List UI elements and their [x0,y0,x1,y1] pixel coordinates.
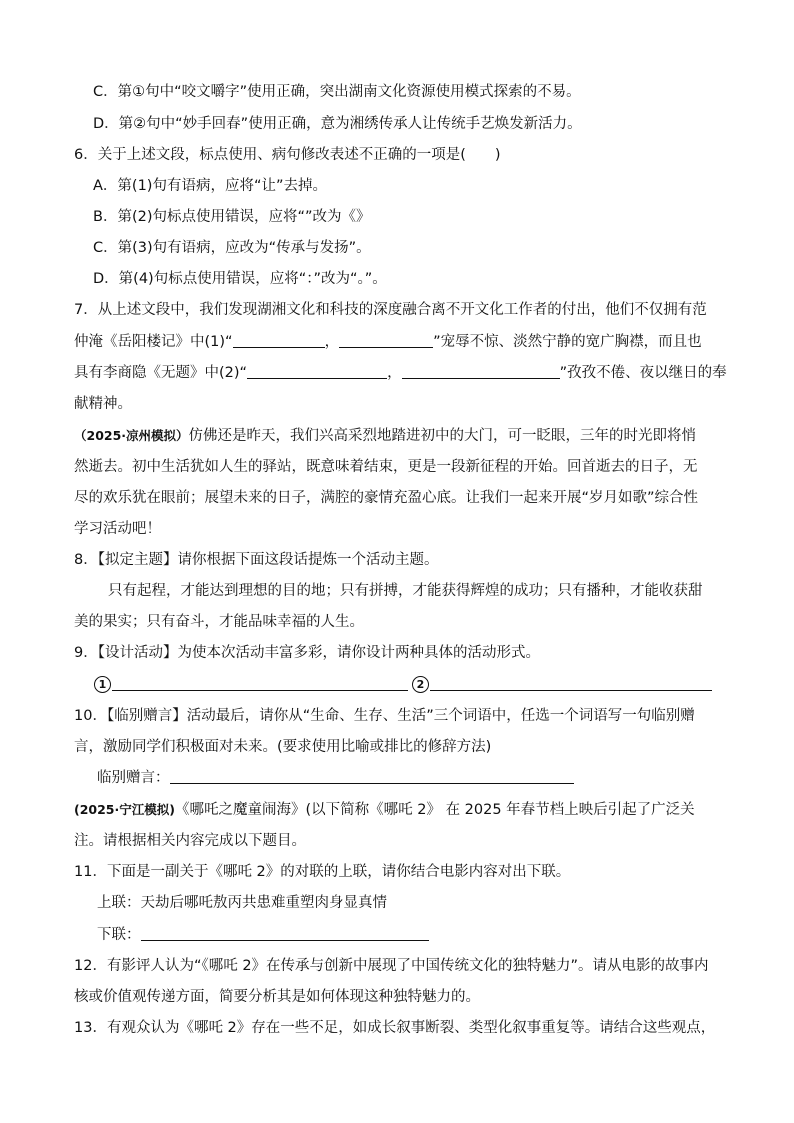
q7-comma: ， [387,365,402,381]
q7-line-4: 献精神。 [74,396,132,412]
source-tag: （2025·凉州模拟） [74,428,189,443]
intro2-line-1 [74,800,695,820]
q7-text: ”宠辱不惊、淡然宁静的宽广胸襟，而且也 [433,334,702,350]
q8-stem: 8．【拟定主题】请你根据下面这段话提炼一个活动主题。 [74,552,439,568]
intro1-line-3: 尽的欢乐犹在眼前；展望未来的日子，满腔的豪情充盈心底。让我们一起来开展“岁月如歌”综合性 [74,490,699,506]
q9-blank-1[interactable] [112,676,408,691]
q7-text: 仲淹《岳阳楼记》中(1)“ [74,334,233,350]
q7-text: 具有李商隐《无题》中(2)“ [74,365,248,381]
q10-answer-blank[interactable] [170,769,574,784]
q9-blank-2[interactable] [430,676,712,691]
q12-line-2: 核或价值观传递方面，简要分析其是如何体现这种独特魅力的。 [74,989,480,1005]
intro1-line-1 [74,426,696,446]
q7-line-3 [74,363,727,383]
q7-comma: ， [324,334,340,350]
q13-line-1: 13．有观众认为《哪吒 2》存在一些不足，如成长叙事断裂、类型化叙事重复等。请结合这些观点， [74,1020,716,1036]
q5-option-d: D．第②句中“妙手回春”使用正确，意为湘绣传承人让传统手艺焕发新活力。 [93,116,582,132]
q6-option-a: A．第(1)句有语病，应将“让”去掉。 [93,178,327,194]
q10-answer-label: 临别赠言： [97,770,170,786]
q10-answer-line [97,768,574,788]
intro1-text: 仿佛还是昨天，我们兴高采烈地踏进初中的大门，可一眨眼，三年的时光即将悄 [188,428,697,444]
intro1-line-4: 学习活动吧！ [74,521,161,537]
q5-option-c: C．第①句中“咬文嚼字”使用正确，突出湖南文化资源使用模式探索的不易。 [93,84,581,100]
q7-line-1: 7．从上述文段中，我们发现湖湘文化和科技的深度融合离不开文化工作者的付出，他们不仅拥有范 [74,302,707,318]
q9-stem: 9．【设计活动】为使本次活动丰富多彩，请你设计两种具体的活动形式。 [74,645,540,661]
q6-option-b: B．第(2)句标点使用错误，应将“”改为《》 [93,209,371,225]
circled-number-1: 1 [94,676,111,693]
circled-number-2: 2 [412,676,429,693]
q7-line-2 [74,332,702,352]
q7-text: ”孜孜不倦、夜以继日的奉 [559,365,727,381]
q6-stem: 6．关于上述文段，标点使用、病句修改表述不正确的一项是( ) [74,147,501,163]
intro2-text: 《哪吒之魔童闹海》(以下简称《哪吒 2》 在 2025 年春节档上映后引起了广泛关 [174,802,695,818]
q9-answer-line [93,675,712,695]
intro1-line-2: 然逝去。初中生活犹如人生的驿站，既意味着结束，更是一段新征程的开始。回首逝去的日子，无 [74,459,698,475]
q11-lower-blank[interactable] [141,926,429,941]
intro2-line-2: 注。请根据相关内容完成以下题目。 [74,833,306,849]
q7-blank-1a[interactable] [233,333,325,348]
q11-lower-line [97,925,429,945]
source-tag: (2025·宁江模拟) [74,802,175,817]
q6-option-d: D．第(4)句标点使用错误，应将“：”改为“。”。 [93,271,387,287]
q10-line-2: 言，激励同学们积极面对未来。(要求使用比喻或排比的修辞方法) [74,739,492,755]
q7-blank-1b[interactable] [339,333,433,348]
q8-quote-line-2: 美的果实；只有奋斗，才能品味幸福的人生。 [74,614,364,630]
q11-upper-couplet: 上联：天劫后哪吒敖丙共患难重塑肉身显真情 [97,895,387,911]
q7-blank-2b[interactable] [402,364,560,379]
q11-stem: 11．下面是一副关于《哪吒 2》的对联的上联，请你结合电影内容对出下联。 [74,864,571,880]
q11-lower-label: 下联： [97,927,141,943]
q6-option-c: C．第(3)句有语病，应改为“传承与发扬”。 [93,240,371,256]
q10-line-1: 10．【临别赠言】活动最后，请你从“生命、生存、生活”三个词语中，任选一个词语写一句临别赠 [74,708,695,724]
q12-line-1: 12．有影评人认为“《哪吒 2》在传承与创新中展现了中国传统文化的独特魅力”。请从电影的故事内 [74,958,709,974]
q7-blank-2a[interactable] [247,364,387,379]
q8-quote-line-1: 只有起程，才能达到理想的目的地；只有拼搏，才能获得辉煌的成功；只有播种，才能收获甜 [108,583,703,599]
